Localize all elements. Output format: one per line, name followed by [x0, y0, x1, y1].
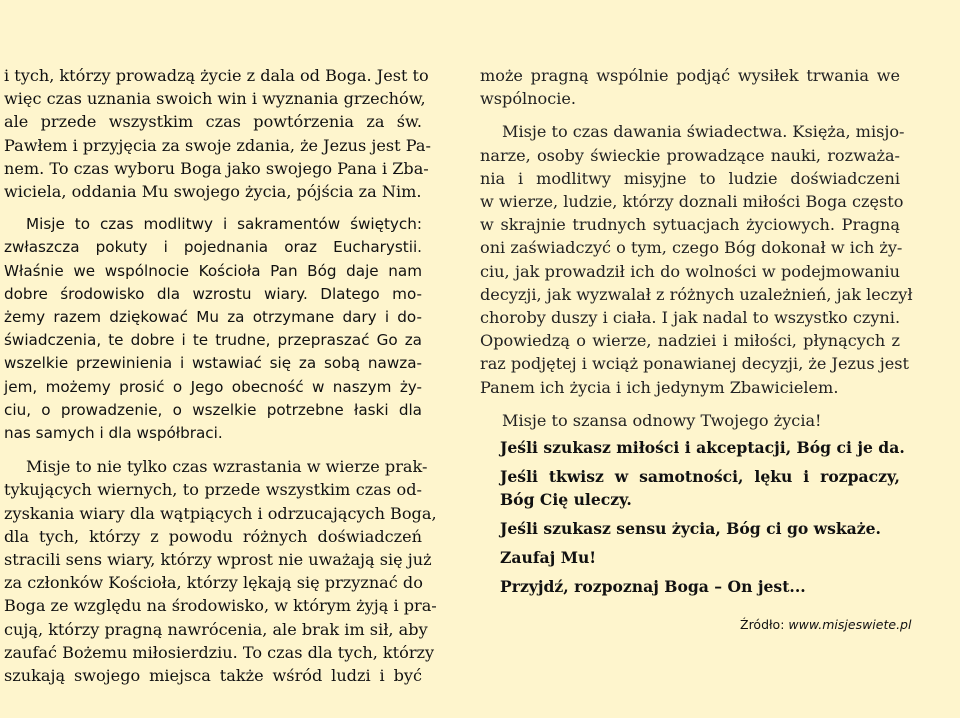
- text-line: cują, którzy pragną nawrócenia, ale brak im sił, aby: [4, 619, 428, 639]
- text-line: Misje to nie tylko czas wzrastania w wierze prak-: [26, 457, 428, 477]
- text-line: choroby duszy i ciała. I jak nadal to wszystko czyni.: [480, 308, 901, 328]
- emphasis-block: [500, 436, 905, 598]
- left-column: [4, 64, 437, 687]
- text-line: stracili sens wiary, którzy wprost nie uważają się już: [4, 550, 432, 570]
- text-line: więc czas uznania swoich win i wyznania grzechów,: [4, 89, 426, 109]
- text-line: żemy razem dziękować Mu za otrzymane dary i do-: [4, 308, 422, 327]
- emphasis-line: Bóg Cię uleczy.: [500, 490, 632, 509]
- emphasis-line: Jeśli szukasz miłości i akceptacji, Bóg ci je da.: [500, 438, 905, 457]
- text-line: narze, osoby świeckie prowadzące nauki, rozważa-: [480, 145, 900, 165]
- text-line: Właśnie we wspólnocie Kościoła Pan Bóg daje nam: [4, 261, 422, 280]
- text-line: nem. To czas wyboru Boga jako swojego Pana i Zba-: [4, 158, 429, 178]
- text-line: Opowiedzą o wierze, nadziei i miłości, płynących z: [480, 331, 900, 351]
- text-line: wspólnocie.: [480, 89, 577, 109]
- text-line: tykujących wiernych, to przede wszystkim czas od-: [4, 480, 422, 500]
- text-line: dobre środowisko dla wzrostu wiary. Dlatego mo-: [4, 284, 422, 303]
- text-line: jem, możemy prosić o Jego obecność w naszym ży-: [4, 377, 422, 396]
- text-line: i tych, którzy prowadzą życie z dala od Boga. Jest to: [4, 66, 429, 85]
- text-line: dla tych, którzy z powodu różnych doświadczeń: [4, 526, 422, 546]
- text-line: zyskania wiary dla wątpiących i odrzucających Boga,: [4, 503, 437, 523]
- text-line: decyzji, jak wyzwalał z różnych uzależnień, jak leczył: [480, 284, 913, 304]
- text-line: raz podjętej i wciąż ponawianej decyzji, że Jezus jest: [480, 354, 909, 374]
- emphasis-line: Zaufaj Mu!: [500, 548, 597, 567]
- text-line: ciu, jak prowadził ich do wolności w podejmowaniu: [480, 261, 900, 281]
- text-line: zaufać Bożemu miłosierdziu. To czas dla tych, którzy: [4, 642, 435, 662]
- emphasis-line: Przyjdź, rozpoznaj Boga – On jest...: [500, 577, 806, 596]
- text-line: ciu, o prowadzenie, o wszelkie potrzebne łaski dla: [4, 400, 422, 419]
- text-line: wiciela, oddania Mu swojego życia, pójścia za Nim.: [4, 182, 422, 202]
- source-credit: [740, 617, 911, 632]
- text-line: Boga ze względu na środowisko, w którym żyją i pra-: [4, 596, 437, 616]
- text-line: oni zaświadczyć o tym, czego Bóg dokonał w ich ży-: [480, 238, 903, 258]
- text-line: za członków Kościoła, którzy lękają się przyznać do: [4, 573, 423, 593]
- text-line: w wierze, ludzie, którzy doznali miłości Boga często: [480, 192, 904, 212]
- text-line: Misje to szansa odnowy Twojego życia!: [502, 410, 822, 430]
- text-line: szukają swojego miejsca także wśród ludzi i być: [4, 666, 422, 686]
- text-line: Panem ich życia i ich jedynym Zbawicielem.: [480, 377, 839, 397]
- source-link[interactable]: www.misjeswiete.pl: [788, 617, 912, 632]
- text-line: nia i modlitwy misyjne to ludzie doświadczeni: [480, 168, 900, 188]
- right-column: [480, 64, 913, 432]
- emphasis-line: Jeśli szukasz sensu życia, Bóg ci go wskaże.: [500, 519, 881, 538]
- text-line: wszelkie przewinienia i wstawiać się za sobą nawza-: [4, 354, 422, 373]
- emphasis-line: Jeśli tkwisz w samotności, lęku i rozpaczy,: [500, 467, 900, 486]
- text-line: może pragną wspólnie podjąć wysiłek trwania we: [480, 66, 900, 85]
- text-line: Misje to czas modlitwy i sakramentów świętych:: [26, 215, 422, 234]
- text-line: ale przede wszystkim czas powtórzenia za św.: [4, 112, 422, 132]
- text-line: Misje to czas dawania świadectwa. Księża, misjo-: [502, 122, 905, 142]
- text-line: Pawłem i przyjęcia za swoje zdania, że Jezus jest Pa-: [4, 135, 431, 155]
- text-line: nas samych i dla współbraci.: [4, 424, 223, 443]
- source-label: Źródło:: [740, 617, 789, 632]
- text-line: w skrajnie trudnych sytuacjach życiowych. Pragną: [480, 215, 900, 235]
- text-line: zwłaszcza pokuty i pojednania oraz Eucharystii.: [4, 238, 422, 257]
- text-line: świadczenia, te dobre i te trudne, przepraszać Go za: [4, 331, 422, 350]
